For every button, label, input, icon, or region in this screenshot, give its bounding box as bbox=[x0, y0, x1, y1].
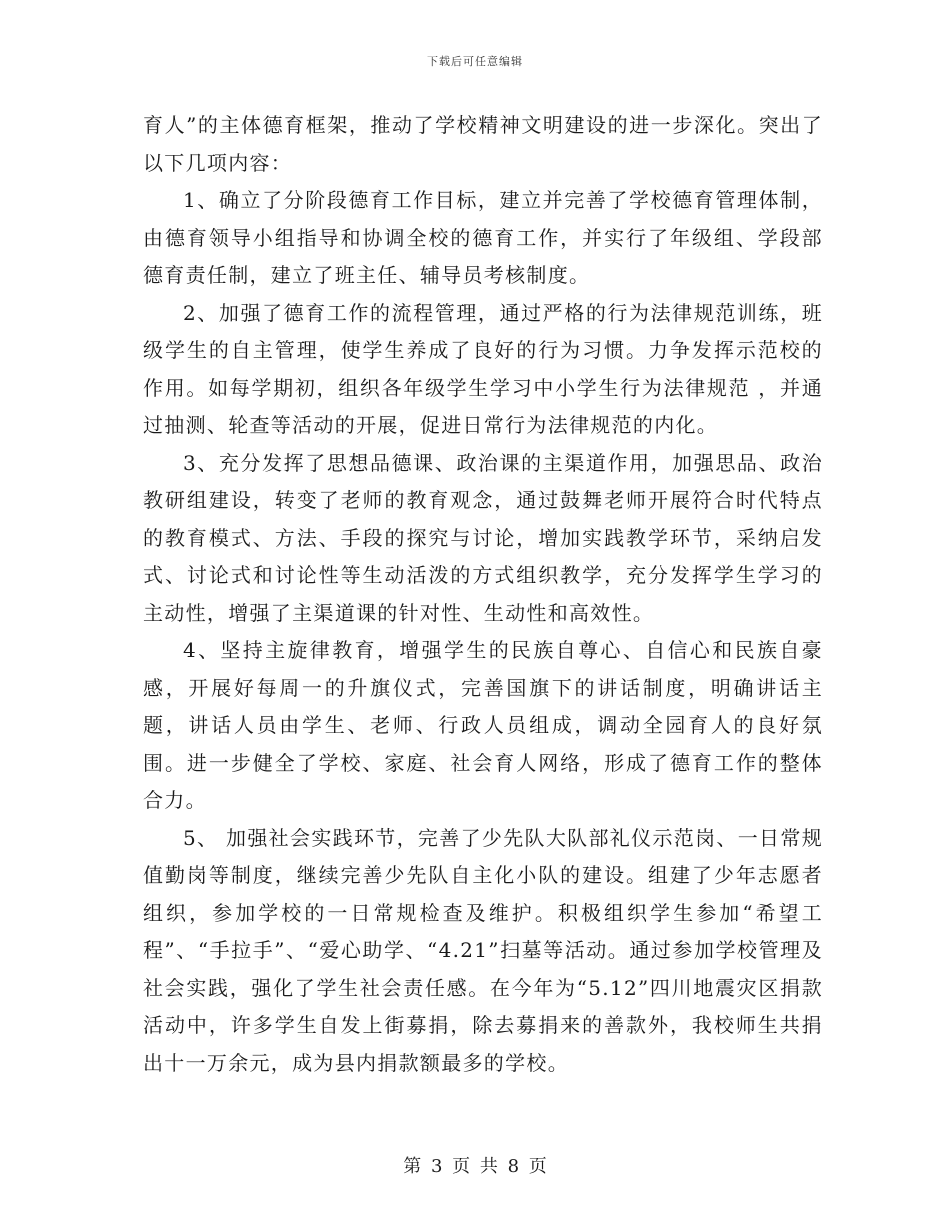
paragraph-item-1: 1、确立了分阶段德育工作目标，建立并完善了学校德育管理体制，由德育领导小组指导和协调全校的德育工作，并实行了年级组、学段部德育责任制，建立了班主任、辅导员考核制度。 bbox=[143, 188, 823, 287]
page-number-footer: 第 3 页 共 8 页 bbox=[403, 1156, 547, 1177]
paragraph-item-3: 3、充分发挥了思想品德课、政治课的主渠道作用，加强思品、政治教研组建设，转变了老师的教育观念，通过鼓舞老师开展符合时代特点的教育模式、方法、手段的探究与讨论，增加实践教学环节，采纳启发式、讨论式和讨论性等生动活泼的方式组织教学，充分发挥学生学习的主动性，增强了主渠道课的针对性、生动性和高效性。 bbox=[143, 450, 823, 625]
paragraph-item-5: 5、 加强社会实践环节，完善了少先队大队部礼仪示范岗、一日常规值勤岗等制度，继续完善少先队自主化小队的建设。组建了少年志愿者组织，参加学校的一日常规检查及维护。积极组织学生参加“希望工程”、“手拉手”、“爱心助学、“4.21”扫墓等活动。通过参加学校管理及社会实践，强化了学生社会责任感。在今年为“5.12”四川地震灾区捐款活动中，许多学生自发上街募捐，除去募捐来的善款外，我校师生共捐出十一万余元，成为县内捐款额最多的学校。 bbox=[143, 825, 823, 1075]
page-header: 下载后可任意编辑 bbox=[427, 55, 523, 68]
paragraph-intro: 育人”的主体德育框架，推动了学校精神文明建设的进一步深化。突出了以下几项内容： bbox=[143, 113, 823, 175]
document-body bbox=[143, 107, 823, 1082]
paragraph-item-4: 4、坚持主旋律教育，增强学生的民族自尊心、自信心和民族自豪感，开展好每周一的升旗仪式，完善国旗下的讲话制度，明确讲话主题，讲话人员由学生、老师、行政人员组成，调动全园育人的良好氛围。进一步健全了学校、家庭、社会育人网络，形成了德育工作的整体合力。 bbox=[143, 638, 823, 812]
paragraph-item-2: 2、加强了德育工作的流程管理，通过严格的行为法律规范训练，班级学生的自主管理，使学生养成了良好的行为习惯。力争发挥示范校的作用。如每学期初，组织各年级学生学习中小学生行为法律规范 ，并通过抽测、轮查等活动的开展，促进日常行为法律规范的内化。 bbox=[143, 300, 823, 437]
